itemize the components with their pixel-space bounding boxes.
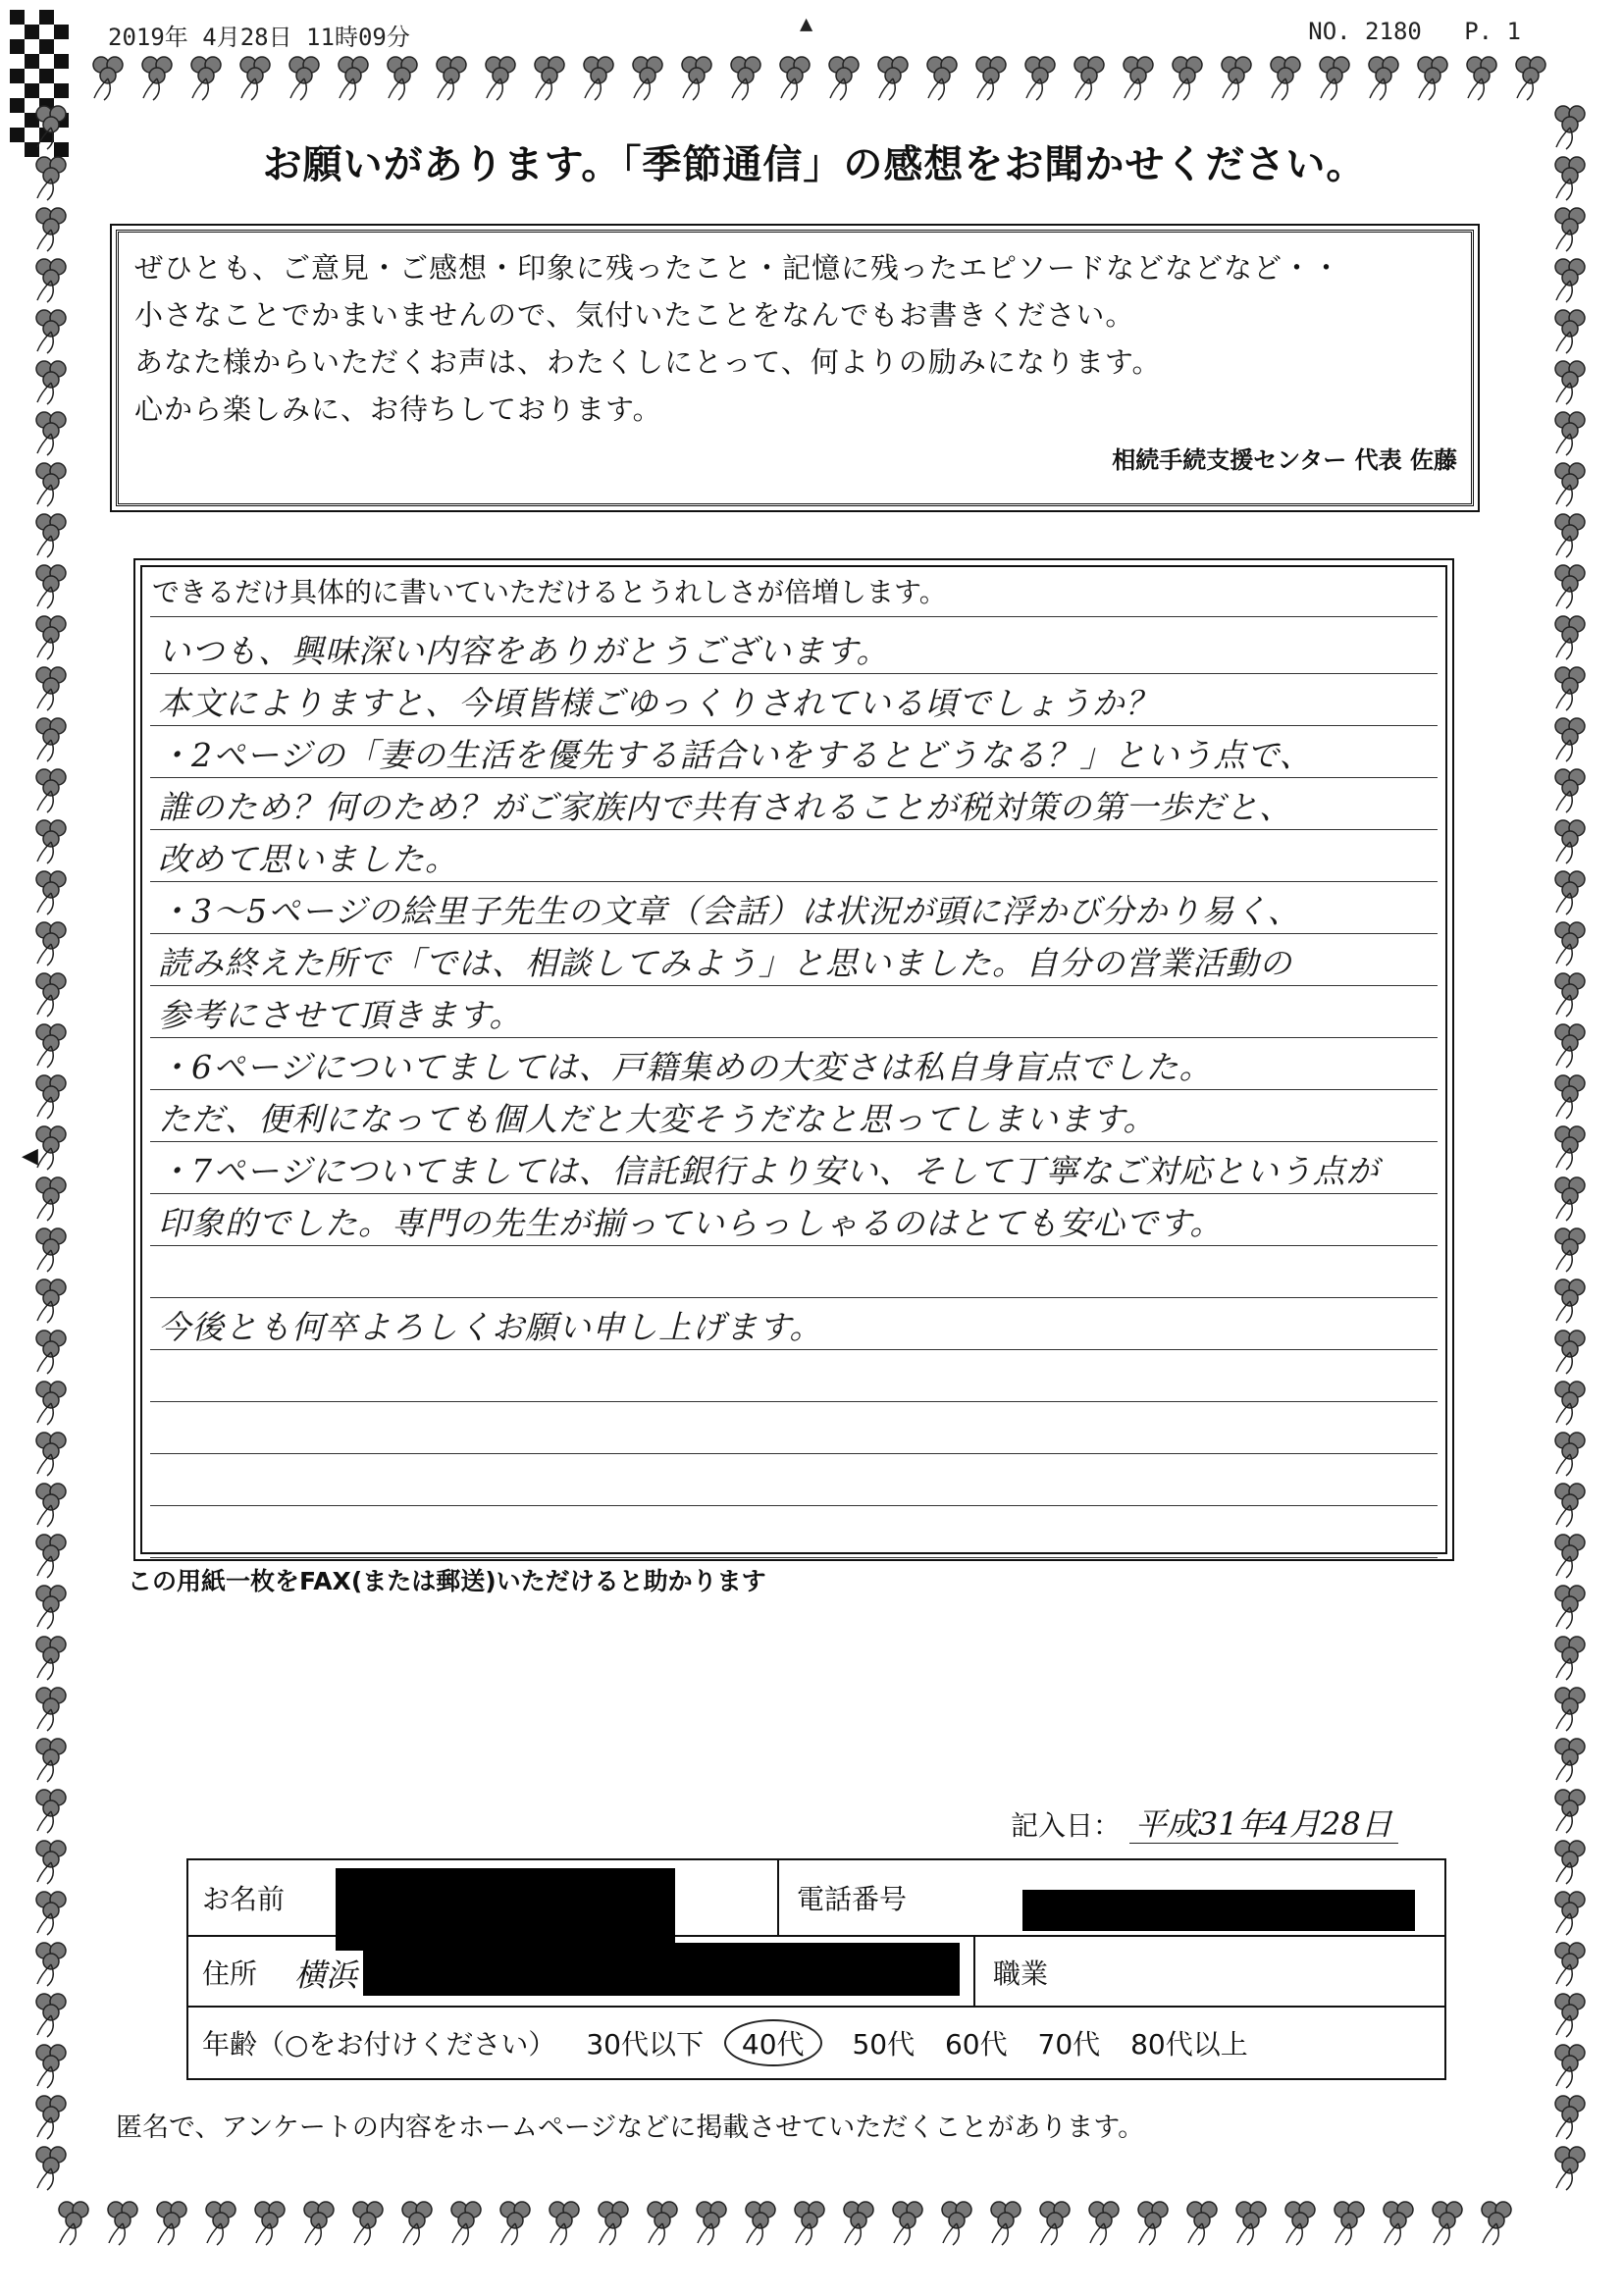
clover-icon bbox=[1285, 2202, 1315, 2245]
handwritten-line: ・2ページの「妻の生活を優先する話合いをするとどうなる？」という点で、 bbox=[158, 736, 1313, 774]
clover-icon bbox=[893, 2202, 922, 2245]
ruled-line bbox=[150, 985, 1438, 986]
clover-icon bbox=[1555, 2096, 1585, 2139]
clover-icon bbox=[36, 565, 66, 608]
clover-icon bbox=[1555, 1024, 1585, 1068]
clover-icon bbox=[36, 922, 66, 965]
ruled-line bbox=[150, 616, 1438, 617]
entry-date-value[interactable]: 平成31年4月28日 bbox=[1129, 1805, 1398, 1844]
ruled-line bbox=[150, 1297, 1438, 1298]
clover-icon bbox=[697, 2202, 726, 2245]
clover-icon bbox=[36, 106, 66, 149]
clover-icon bbox=[36, 1790, 66, 1833]
clover-icon bbox=[844, 2202, 873, 2245]
age-option-70s[interactable]: 70代 bbox=[1037, 2028, 1101, 2061]
clover-icon bbox=[1418, 57, 1447, 100]
handwritten-line: ・3～5ページの絵里子先生の文章（会話）は状況が頭に浮かび分かり易く、 bbox=[158, 892, 1301, 930]
clover-icon bbox=[36, 1586, 66, 1629]
clover-icon bbox=[36, 157, 66, 200]
clover-icon bbox=[1555, 1790, 1585, 1833]
clover-icon bbox=[36, 769, 66, 812]
clover-icon bbox=[1555, 1484, 1585, 1527]
handwritten-line: 読み終えた所で「では、相談してみよう」と思いました。自分の営業活動の bbox=[158, 944, 1292, 982]
age-option-40s-selected[interactable]: 40代 bbox=[724, 2019, 822, 2066]
clover-icon bbox=[550, 2202, 579, 2245]
clover-icon bbox=[1138, 2202, 1168, 2245]
clover-icon bbox=[36, 871, 66, 914]
clover-icon bbox=[1555, 1535, 1585, 1578]
clover-icon bbox=[36, 2147, 66, 2190]
clover-icon bbox=[1555, 871, 1585, 914]
clover-icon bbox=[36, 1279, 66, 1323]
clover-icon bbox=[36, 1892, 66, 1935]
clover-icon bbox=[206, 2202, 236, 2245]
redacted-address-field[interactable] bbox=[363, 1943, 960, 1996]
clover-icon bbox=[108, 2202, 137, 2245]
ruled-line bbox=[150, 829, 1438, 830]
clover-icon bbox=[36, 361, 66, 404]
entry-date bbox=[1011, 1800, 1398, 1845]
clover-icon bbox=[584, 57, 613, 100]
clover-icon bbox=[1555, 1228, 1585, 1272]
ruled-line bbox=[150, 933, 1438, 934]
clover-icon bbox=[36, 1994, 66, 2037]
clover-icon bbox=[1089, 2202, 1119, 2245]
clover-icon bbox=[36, 1739, 66, 1782]
clover-icon bbox=[36, 463, 66, 506]
clover-icon bbox=[1555, 1382, 1585, 1425]
clover-icon bbox=[1271, 57, 1300, 100]
clover-icon bbox=[1555, 1586, 1585, 1629]
clover-icon bbox=[36, 1433, 66, 1476]
clover-icon bbox=[388, 57, 417, 100]
fax-note: この用紙一枚をFAX(または郵送)いただけると助かります bbox=[128, 1567, 766, 1595]
handwritten-line: 今後とも何卒よろしくお願い申し上げます。 bbox=[158, 1308, 823, 1346]
clover-icon bbox=[991, 2202, 1021, 2245]
clover-icon bbox=[1555, 208, 1585, 251]
clover-icon bbox=[339, 57, 368, 100]
clover-icon bbox=[1555, 1177, 1585, 1221]
clover-icon bbox=[1555, 922, 1585, 965]
clover-icon bbox=[1074, 57, 1104, 100]
comments-box bbox=[140, 565, 1447, 1554]
clover-icon bbox=[36, 1484, 66, 1527]
clover-icon bbox=[1555, 616, 1585, 659]
handwritten-line: 参考にさせて頂きます。 bbox=[158, 996, 523, 1034]
clover-icon bbox=[36, 1177, 66, 1221]
handwritten-line: 誰のため？何のため？がご家族内で共有されることが税対策の第一歩だと、 bbox=[158, 788, 1292, 826]
clover-icon bbox=[255, 2202, 285, 2245]
clover-icon bbox=[1555, 1279, 1585, 1323]
clover-icon bbox=[829, 57, 859, 100]
clover-icon bbox=[976, 57, 1006, 100]
handwritten-line: 改めて思いました。 bbox=[158, 840, 458, 878]
ruled-line bbox=[150, 1141, 1438, 1142]
ruled-line bbox=[150, 1245, 1438, 1246]
handwritten-line: いつも、興味深い内容をありがとうございます。 bbox=[158, 632, 890, 670]
intro-line: ぜひとも、ご意見・ご感想・印象に残ったこと・記憶に残ったエピソードなどなどなど・・ bbox=[134, 251, 1342, 285]
clover-icon bbox=[682, 57, 711, 100]
clover-icon bbox=[1555, 2147, 1585, 2190]
clover-icon bbox=[1555, 157, 1585, 200]
ruled-line bbox=[150, 1089, 1438, 1090]
form-divider bbox=[777, 1860, 779, 1935]
clover-icon bbox=[93, 57, 123, 100]
clover-icon bbox=[1040, 2202, 1070, 2245]
ruled-line bbox=[150, 1453, 1438, 1454]
clover-icon bbox=[36, 310, 66, 353]
handwritten-line: ただ、便利になっても個人だと大変そうだなと思ってしまいます。 bbox=[158, 1100, 1157, 1138]
footer-note: 匿名で、アンケートの内容をホームページなどに掲載させていただくことがあります。 bbox=[116, 2113, 1145, 2143]
clover-icon bbox=[36, 718, 66, 761]
clover-icon bbox=[36, 1228, 66, 1272]
clover-icon bbox=[780, 57, 810, 100]
clover-icon bbox=[289, 57, 319, 100]
age-option-80s-above[interactable]: 80代以上 bbox=[1130, 2028, 1248, 2061]
clover-icon bbox=[36, 1075, 66, 1119]
clover-icon bbox=[500, 2202, 530, 2245]
clover-icon bbox=[240, 57, 270, 100]
clover-icon bbox=[1555, 259, 1585, 302]
clover-icon bbox=[142, 57, 172, 100]
intro-line: あなた様からいただくお声は、わたくしにとって、何よりの励みになります。 bbox=[134, 345, 1162, 379]
clover-icon bbox=[36, 2045, 66, 2088]
triangle-up-icon: ▲ bbox=[800, 12, 813, 36]
clover-icon bbox=[1173, 57, 1202, 100]
ruled-line bbox=[150, 1037, 1438, 1038]
clover-icon bbox=[157, 2202, 186, 2245]
clover-icon bbox=[1222, 57, 1251, 100]
clover-icon bbox=[648, 2202, 677, 2245]
clover-icon bbox=[1433, 2202, 1462, 2245]
ruled-line bbox=[150, 725, 1438, 726]
clover-icon bbox=[1555, 1994, 1585, 2037]
clover-icon bbox=[36, 616, 66, 659]
address-label: 住所 bbox=[202, 1957, 258, 1990]
clover-icon bbox=[1516, 57, 1545, 100]
handwritten-line: ・6ページについてましては、戸籍集めの大変さは私自身盲点でした。 bbox=[158, 1048, 1213, 1086]
clover-icon bbox=[402, 2202, 432, 2245]
clover-icon bbox=[1555, 565, 1585, 608]
personal-info-form bbox=[186, 1858, 1446, 2080]
clover-icon bbox=[1555, 1688, 1585, 1731]
clover-icon bbox=[36, 208, 66, 251]
age-option-30s-below[interactable]: 30代以下 bbox=[586, 2028, 704, 2061]
occupation-label: 職業 bbox=[993, 1957, 1049, 1990]
clover-icon bbox=[795, 2202, 824, 2245]
form-divider bbox=[973, 1935, 975, 2006]
clover-icon bbox=[191, 57, 221, 100]
redacted-phone-field[interactable] bbox=[1022, 1890, 1415, 1931]
ruled-line bbox=[150, 673, 1438, 674]
ruled-line bbox=[150, 1401, 1438, 1402]
clover-icon bbox=[927, 57, 957, 100]
form-divider bbox=[188, 2006, 1444, 2008]
clover-icon bbox=[1555, 2045, 1585, 2088]
clover-icon bbox=[1555, 463, 1585, 506]
clover-icon bbox=[36, 1331, 66, 1374]
clover-icon bbox=[1335, 2202, 1364, 2245]
clover-icon bbox=[1555, 361, 1585, 404]
clover-icon bbox=[1025, 57, 1055, 100]
age-option-50s[interactable]: 50代 bbox=[852, 2028, 916, 2061]
intro-box bbox=[116, 230, 1474, 506]
ruled-line bbox=[150, 1349, 1438, 1350]
phone-label: 電話番号 bbox=[797, 1883, 908, 1915]
name-label: お名前 bbox=[202, 1883, 286, 1915]
clover-icon bbox=[36, 259, 66, 302]
redacted-name-field[interactable] bbox=[336, 1868, 675, 1951]
clover-icon bbox=[1555, 769, 1585, 812]
clover-icon bbox=[1555, 1892, 1585, 1935]
intro-line: 心から楽しみに、お待ちしております。 bbox=[134, 392, 662, 426]
clover-icon bbox=[1555, 1841, 1585, 1884]
clover-icon bbox=[59, 2202, 88, 2245]
clover-icon bbox=[36, 1024, 66, 1068]
fax-page: P. 1 bbox=[1464, 18, 1521, 45]
clover-icon bbox=[746, 2202, 775, 2245]
fax-datetime: 2019年 4月28日 11時09分 bbox=[108, 24, 410, 51]
clover-icon bbox=[1555, 1331, 1585, 1374]
clover-icon bbox=[1320, 57, 1349, 100]
clover-icon bbox=[36, 1535, 66, 1578]
handwritten-line: 本文によりますと、今頃皆様ごゆっくりされている頃でしょうか？ bbox=[158, 684, 1159, 722]
triangle-left-icon: ◀ bbox=[22, 1144, 38, 1169]
clover-icon bbox=[451, 2202, 481, 2245]
ruled-line bbox=[150, 881, 1438, 882]
clover-icon bbox=[942, 2202, 971, 2245]
clover-icon bbox=[1555, 1637, 1585, 1680]
clover-icon bbox=[437, 57, 466, 100]
clover-icon bbox=[1555, 1075, 1585, 1119]
clover-icon bbox=[535, 57, 564, 100]
clover-icon bbox=[353, 2202, 383, 2245]
address-partial: 横浜 bbox=[294, 1957, 358, 1994]
clover-icon bbox=[1555, 412, 1585, 455]
clover-icon bbox=[1555, 1433, 1585, 1476]
entry-date-label: 記入日： bbox=[1011, 1809, 1122, 1842]
clover-icon bbox=[36, 1126, 66, 1170]
clover-icon bbox=[1555, 514, 1585, 557]
clover-icon bbox=[36, 1688, 66, 1731]
clover-icon bbox=[1236, 2202, 1266, 2245]
clover-icon bbox=[36, 820, 66, 863]
clover-icon bbox=[1555, 1739, 1585, 1782]
clover-icon bbox=[878, 57, 908, 100]
age-label: 年齢（○をお付けください） bbox=[202, 2028, 556, 2061]
clover-icon bbox=[36, 1382, 66, 1425]
clover-icon bbox=[1384, 2202, 1413, 2245]
ruled-line bbox=[150, 1193, 1438, 1194]
signature: 相続手続支援センター 代表 佐藤 bbox=[1112, 446, 1457, 474]
clover-icon bbox=[599, 2202, 628, 2245]
ruled-line bbox=[150, 1505, 1438, 1506]
clover-icon bbox=[36, 667, 66, 710]
handwritten-line: 印象的でした。専門の先生が揃っていらっしゃるのはとても安心です。 bbox=[158, 1204, 1224, 1242]
clover-icon bbox=[1124, 57, 1153, 100]
clover-icon bbox=[633, 57, 662, 100]
clover-icon bbox=[36, 1637, 66, 1680]
clover-icon bbox=[1555, 1943, 1585, 1986]
age-option-60s[interactable]: 60代 bbox=[944, 2028, 1008, 2061]
clover-icon bbox=[36, 2096, 66, 2139]
clover-icon bbox=[1555, 106, 1585, 149]
clover-icon bbox=[1555, 820, 1585, 863]
clover-icon bbox=[1555, 973, 1585, 1017]
clover-icon bbox=[36, 1943, 66, 1986]
comments-prompt: できるだけ具体的に書いていただけるとうれしさが倍増します。 bbox=[152, 576, 947, 608]
clover-icon bbox=[1555, 310, 1585, 353]
ruled-line bbox=[150, 1557, 1438, 1558]
clover-icon bbox=[1555, 1126, 1585, 1170]
age-row bbox=[202, 2019, 1270, 2066]
clover-icon bbox=[36, 514, 66, 557]
clover-icon bbox=[36, 1841, 66, 1884]
clover-icon bbox=[36, 412, 66, 455]
clover-icon bbox=[304, 2202, 334, 2245]
fax-number: NO. 2180 bbox=[1308, 18, 1422, 45]
page-title: お願いがあります。「季節通信」の感想をお聞かせください。 bbox=[262, 142, 1367, 187]
ruled-line bbox=[150, 777, 1438, 778]
clover-icon bbox=[731, 57, 760, 100]
clover-icon bbox=[1555, 667, 1585, 710]
clover-icon bbox=[1369, 57, 1398, 100]
clover-icon bbox=[1187, 2202, 1217, 2245]
intro-line: 小さなことでかまいませんので、気付いたことをなんでもお書きください。 bbox=[134, 298, 1135, 332]
clover-icon bbox=[486, 57, 515, 100]
handwritten-line: ・7ページについてましては、信託銀行より安い、そして丁寧なご対応という点が bbox=[158, 1152, 1380, 1190]
clover-icon bbox=[1555, 718, 1585, 761]
clover-icon bbox=[1467, 57, 1496, 100]
clover-icon bbox=[1482, 2202, 1511, 2245]
clover-icon bbox=[36, 973, 66, 1017]
